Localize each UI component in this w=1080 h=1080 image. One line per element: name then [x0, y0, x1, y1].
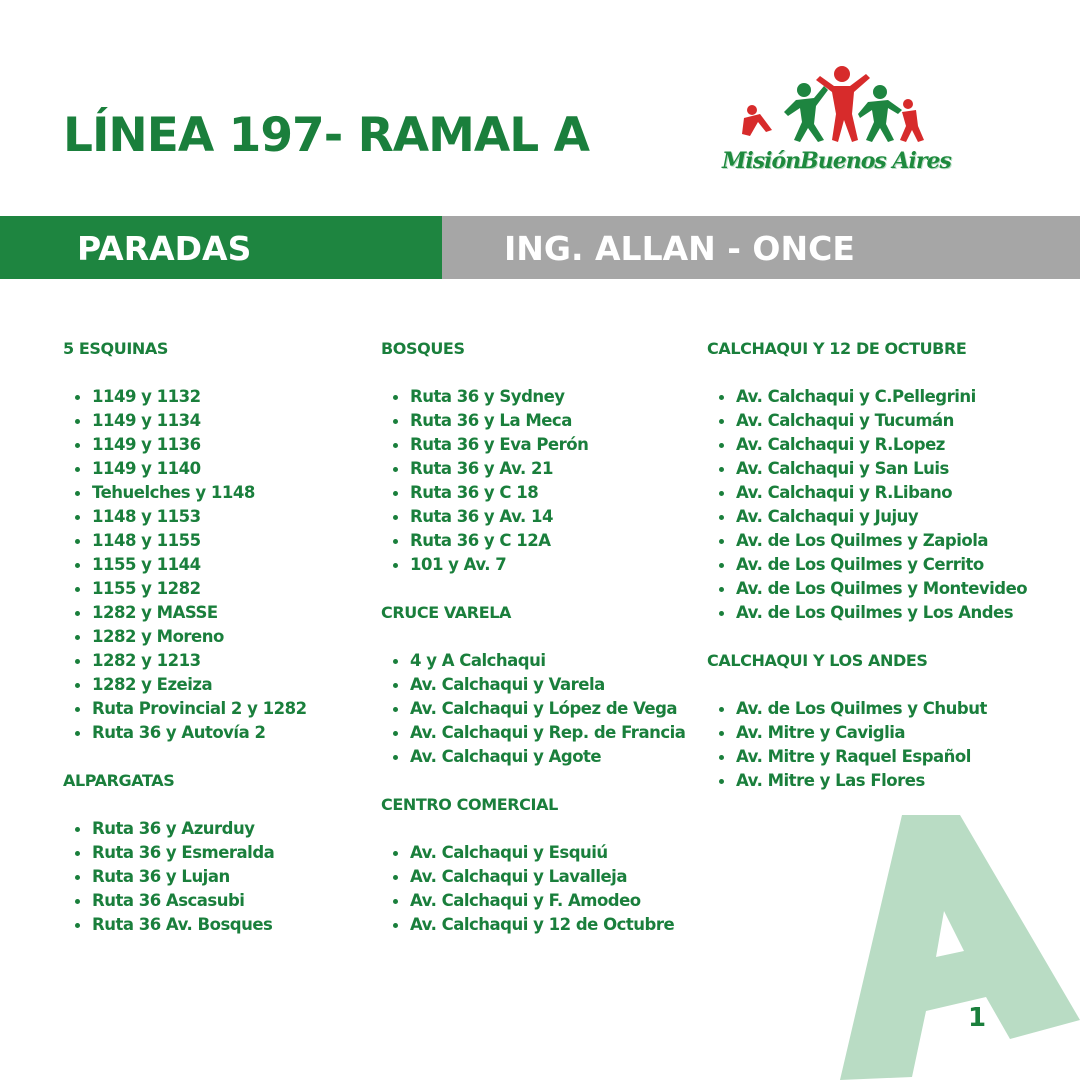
stop-item: 1282 y 1213 — [63, 649, 363, 673]
stop-list — [381, 841, 701, 937]
stop-item: Ruta 36 y Lujan — [63, 865, 363, 889]
stop-item: 1149 y 1132 — [63, 385, 363, 409]
stop-item: Ruta 36 y Eva Perón — [381, 433, 701, 457]
stop-item: Av. Calchaqui y 12 de Octubre — [381, 913, 701, 937]
stop-group — [63, 769, 363, 937]
stop-item: Av. Calchaqui y Agote — [381, 745, 701, 769]
stop-item: Av. de Los Quilmes y Chubut — [707, 697, 1067, 721]
stop-item: Ruta 36 y Autovía 2 — [63, 721, 363, 745]
stop-item: Ruta 36 y Av. 21 — [381, 457, 701, 481]
stop-item: 1148 y 1155 — [63, 529, 363, 553]
stop-item: Tehuelches y 1148 — [63, 481, 363, 505]
stop-item: Av. Calchaqui y Lavalleja — [381, 865, 701, 889]
page-number: 1 — [968, 1003, 987, 1033]
stops-column-3 — [707, 337, 1067, 817]
stop-item: 1155 y 1282 — [63, 577, 363, 601]
stops-column-2 — [381, 337, 701, 961]
logo-text: MisiónBuenos Aires — [722, 148, 951, 174]
stop-group-heading: CALCHAQUI Y 12 DE OCTUBRE — [707, 339, 967, 358]
stop-item: Av. Mitre y Las Flores — [707, 769, 1067, 793]
stop-group — [63, 337, 363, 745]
stop-item: Av. Calchaqui y R.Libano — [707, 481, 1067, 505]
stop-group-heading: CRUCE VARELA — [381, 603, 512, 622]
stop-group-heading: 5 ESQUINAS — [63, 339, 169, 358]
stop-item: Ruta 36 y Av. 14 — [381, 505, 701, 529]
stop-list — [381, 385, 701, 577]
stop-list — [707, 385, 1067, 625]
stop-item: Av. Calchaqui y F. Amodeo — [381, 889, 701, 913]
stop-item: Av. Calchaqui y Tucumán — [707, 409, 1067, 433]
stop-item: Ruta 36 y La Meca — [381, 409, 701, 433]
route-label: ING. ALLAN - ONCE — [504, 229, 855, 268]
stop-item: 1149 y 1140 — [63, 457, 363, 481]
stop-group — [381, 601, 701, 769]
paradas-label: PARADAS — [77, 229, 252, 268]
stop-item: Av. Calchaqui y Rep. de Francia — [381, 721, 701, 745]
stop-group — [707, 337, 1067, 625]
stop-list — [381, 649, 701, 769]
stop-item: Ruta 36 y C 12A — [381, 529, 701, 553]
stop-group-heading: CALCHAQUI Y LOS ANDES — [707, 651, 928, 670]
stop-item: 1148 y 1153 — [63, 505, 363, 529]
stop-item: 1149 y 1134 — [63, 409, 363, 433]
stop-item: Av. de Los Quilmes y Los Andes — [707, 601, 1067, 625]
stop-item: Ruta 36 y Sydney — [381, 385, 701, 409]
page-title: LÍNEA 197- RAMAL A — [63, 108, 589, 163]
stop-item: 1282 y Ezeiza — [63, 673, 363, 697]
stop-item: Av. de Los Quilmes y Montevideo — [707, 577, 1067, 601]
stop-group-heading: CENTRO COMERCIAL — [381, 795, 558, 814]
stop-group — [381, 793, 701, 937]
stop-item: 101 y Av. 7 — [381, 553, 701, 577]
paradas-band — [0, 216, 442, 279]
stop-group-heading: BOSQUES — [381, 339, 465, 358]
stop-group — [381, 337, 701, 577]
stop-item: 1149 y 1136 — [63, 433, 363, 457]
stop-group-heading: ALPARGATAS — [63, 771, 175, 790]
stop-item: Av. Mitre y Caviglia — [707, 721, 1067, 745]
stop-item: Ruta 36 y C 18 — [381, 481, 701, 505]
stop-item: Av. Calchaqui y Varela — [381, 673, 701, 697]
stop-item: Av. Calchaqui y C.Pellegrini — [707, 385, 1067, 409]
stop-item: Av. de Los Quilmes y Zapiola — [707, 529, 1067, 553]
mision-buenos-aires-logo — [712, 62, 972, 187]
stop-item: Av. de Los Quilmes y Cerrito — [707, 553, 1067, 577]
stop-item: Av. Calchaqui y Jujuy — [707, 505, 1067, 529]
stop-item: Ruta 36 y Azurduy — [63, 817, 363, 841]
ramal-letter-watermark — [840, 815, 1080, 1080]
people-figures-icon — [712, 62, 972, 152]
stop-item: 1155 y 1144 — [63, 553, 363, 577]
stop-item: Av. Mitre y Raquel Español — [707, 745, 1067, 769]
stop-item: 4 y A Calchaqui — [381, 649, 701, 673]
stops-column-1 — [63, 337, 363, 961]
stop-item: 1282 y MASSE — [63, 601, 363, 625]
stop-item: Av. Calchaqui y López de Vega — [381, 697, 701, 721]
stop-item: Ruta Provincial 2 y 1282 — [63, 697, 363, 721]
stop-item: Ruta 36 y Esmeralda — [63, 841, 363, 865]
stop-item: Ruta 36 Ascasubi — [63, 889, 363, 913]
route-band — [442, 216, 1080, 279]
stop-item: Av. Calchaqui y R.Lopez — [707, 433, 1067, 457]
stop-item: Av. Calchaqui y San Luis — [707, 457, 1067, 481]
stop-item: Av. Calchaqui y Esquiú — [381, 841, 701, 865]
stop-group — [707, 649, 1067, 793]
stop-list — [707, 697, 1067, 793]
stop-item: Ruta 36 Av. Bosques — [63, 913, 363, 937]
stop-list — [63, 817, 363, 937]
stop-item: 1282 y Moreno — [63, 625, 363, 649]
stop-list — [63, 385, 363, 745]
